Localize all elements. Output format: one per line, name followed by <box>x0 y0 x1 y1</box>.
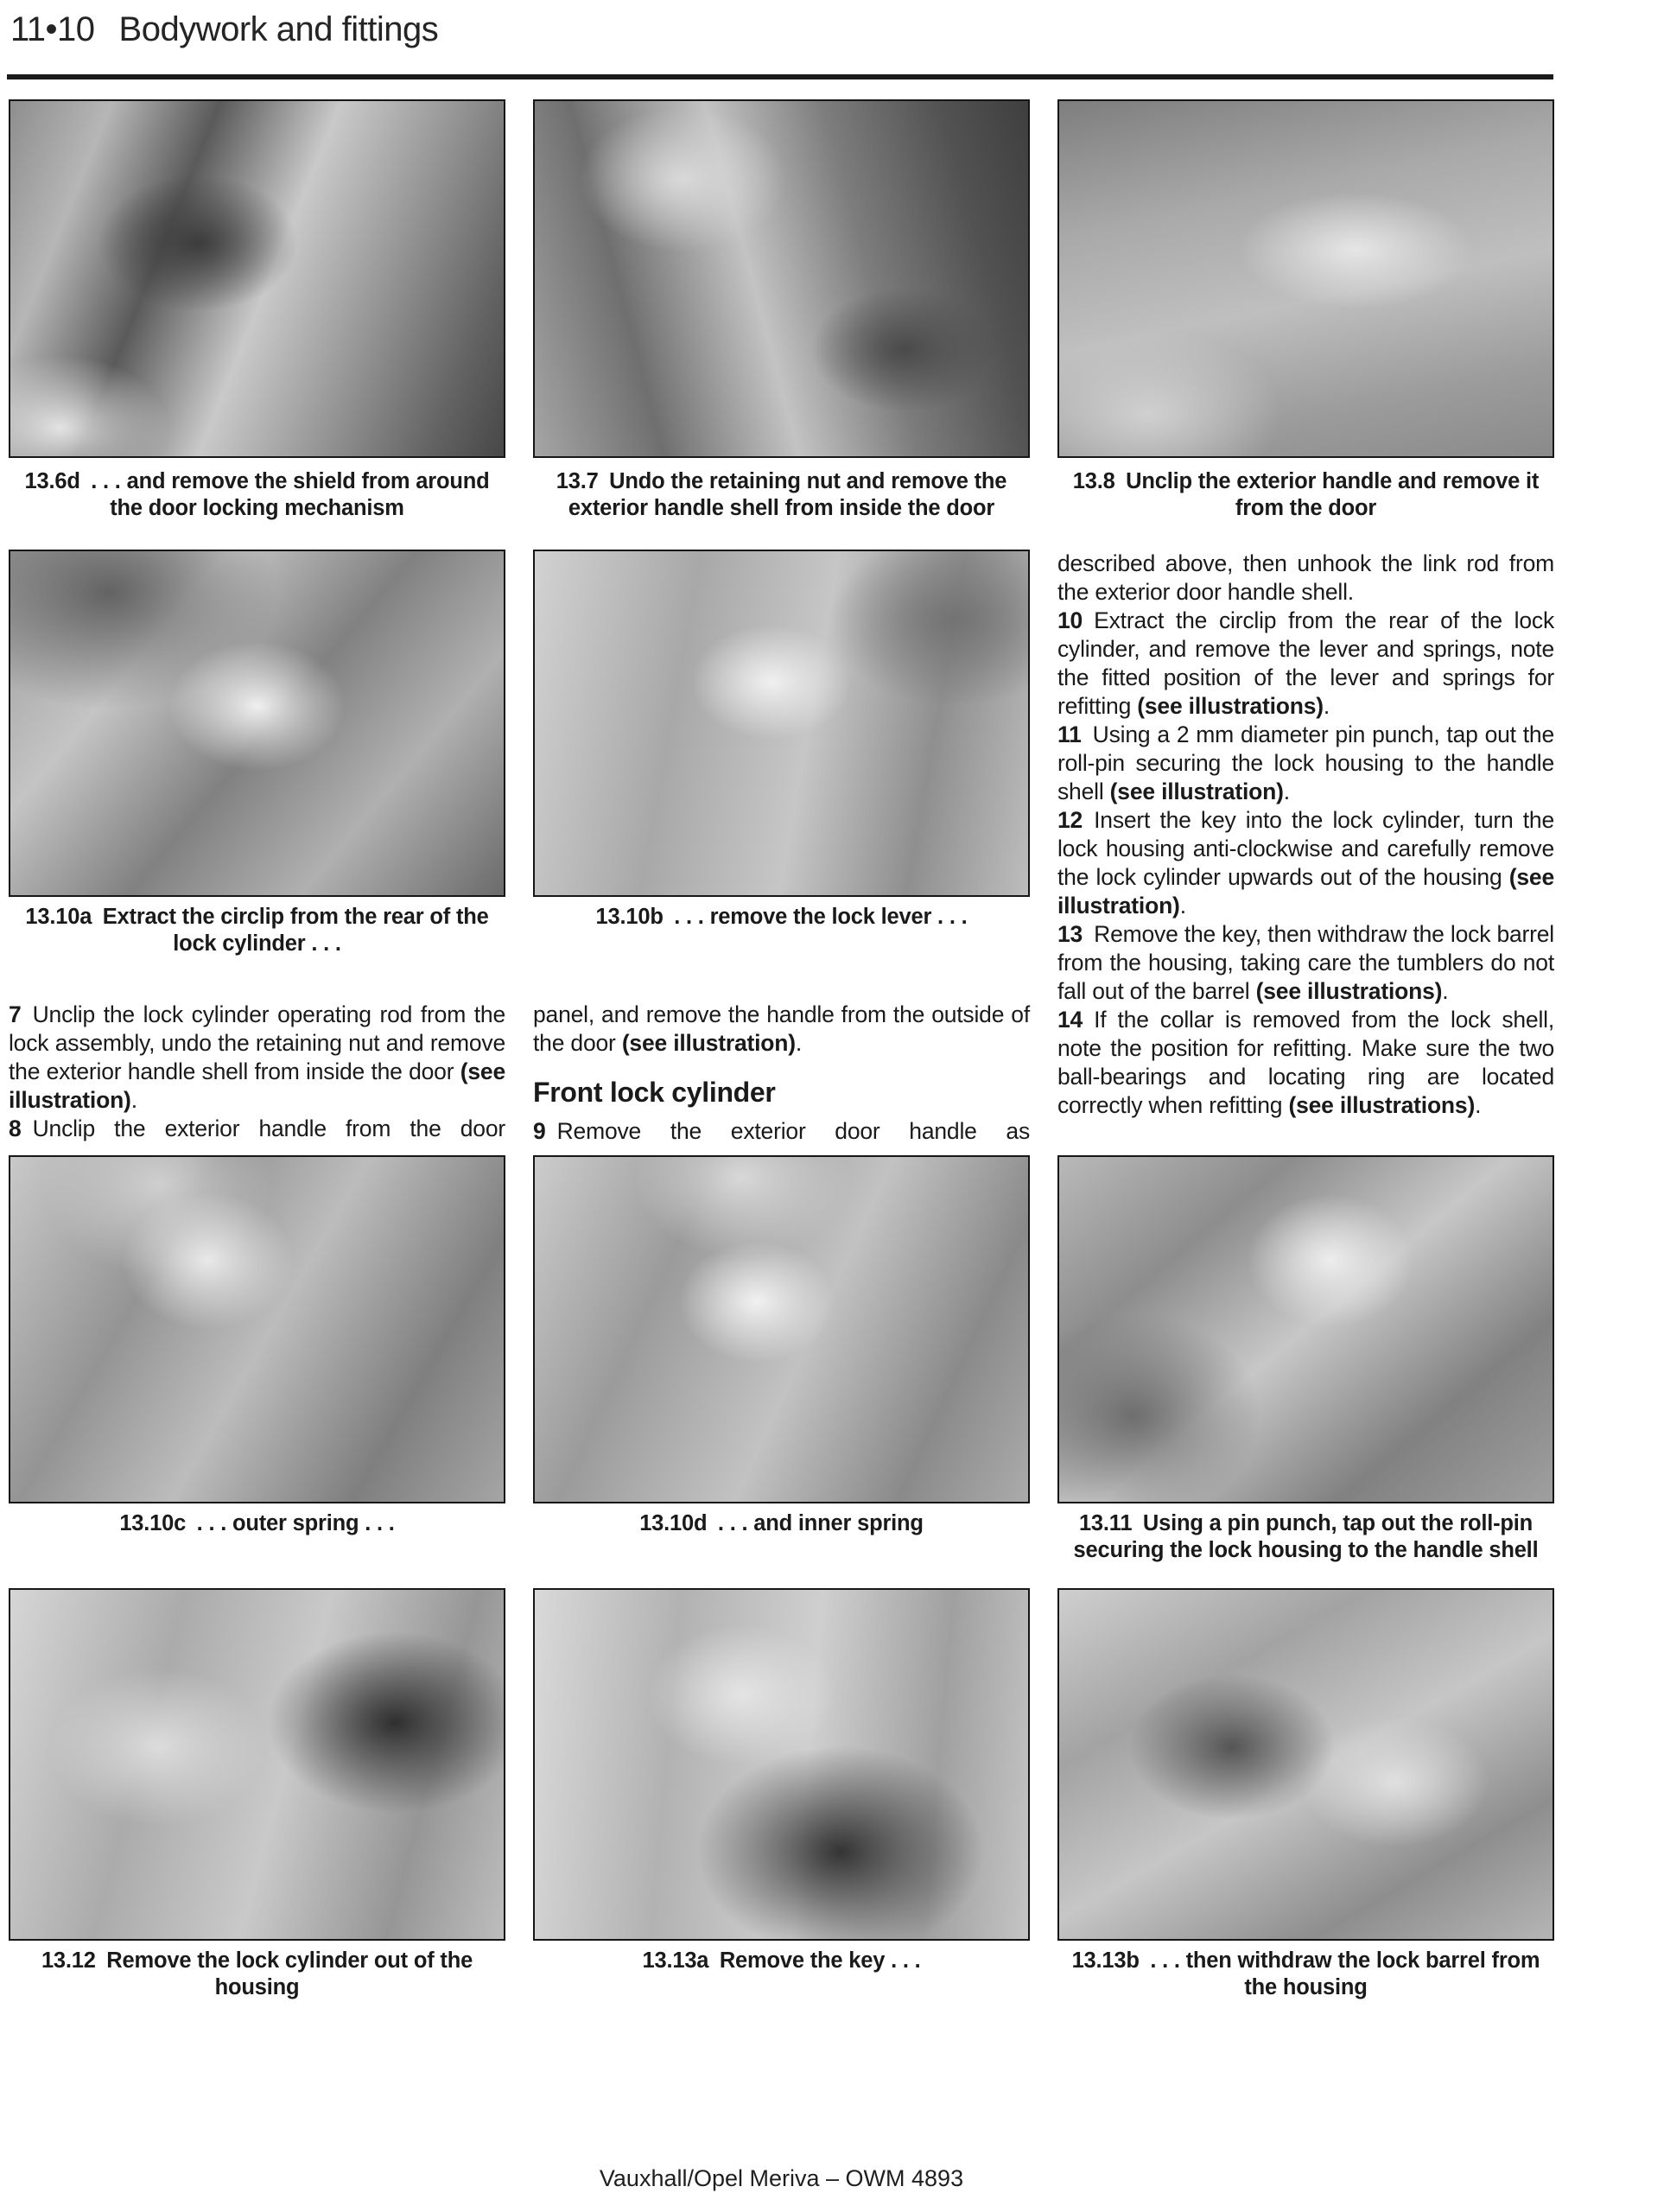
figure-row-4 <box>9 1588 1554 2001</box>
figure-row-3 <box>9 1155 1554 1564</box>
caption-13-11: 13.11 Using a pin punch, tap out the roll-pin securing the lock housing to the handle shell <box>1073 1511 1539 1562</box>
paragraph-10: 10 Extract the circlip from the rear of the lock cylinder, and remove the lever and springs, note the fitted position of the lever and springs for refitting (see illustrations). <box>1057 607 1554 719</box>
figure-row-1 <box>9 99 1554 522</box>
paragraph-7: 7 Unclip the lock cylinder operating rod from the lock assembly, undo the retaining nut and remove the exterior handle shell from inside the door (see illustration). <box>9 1001 505 1113</box>
column-middle <box>533 550 1030 1146</box>
page-footer: Vauxhall/Opel Meriva – OWM 4893 <box>599 2165 964 2191</box>
figure-13-13a <box>533 1588 1030 2001</box>
photo-13-13a <box>533 1588 1030 1941</box>
figure-13-6d <box>9 99 505 522</box>
figure-row-2 <box>9 550 1554 1146</box>
photo-13-12 <box>9 1588 505 1941</box>
photo-13-13b <box>1057 1588 1554 1941</box>
caption-13-8: 13.8 Unclip the exterior handle and remove it from the door <box>1072 469 1540 520</box>
text-column-middle <box>533 1001 1030 1146</box>
caption-13-12: 13.12 Remove the lock cylinder out of the housing <box>41 1948 473 1999</box>
caption-13-7: 13.7 Undo the retaining nut and remove the exterior handle shell from inside the door <box>556 469 1007 520</box>
header-rule <box>7 74 1553 79</box>
paragraph-8-continued: panel, and remove the handle from the outside of the door (see illustration). <box>533 1001 1030 1056</box>
caption-13-13a: 13.13a Remove the key . . . <box>642 1948 921 1973</box>
photo-13-11 <box>1057 1155 1554 1503</box>
paragraph-11: 11 Using a 2 mm diameter pin punch, tap out the roll-pin securing the lock housing to the handle shell (see illustration). <box>1057 721 1554 804</box>
text-column-left <box>9 1001 505 1143</box>
photo-13-10d <box>533 1155 1030 1503</box>
paragraph-14: 14 If the collar is removed from the lock shell, note the position for refitting. Make sure the two ball-bearings and locating ring are located correctly when refitting (see illustrations). <box>1057 1007 1554 1118</box>
caption-13-6d: 13.6d . . . and remove the shield from around the door locking mechanism <box>24 469 490 520</box>
subheading-front-lock-cylinder: Front lock cylinder <box>533 1077 776 1108</box>
section-title: Bodywork and fittings <box>118 10 439 48</box>
caption-13-13b: 13.13b . . . then withdraw the lock barrel from the housing <box>1071 1948 1540 1999</box>
caption-13-10b: 13.10b . . . remove the lock lever . . . <box>595 905 968 929</box>
caption-13-10d: 13.10d . . . and inner spring <box>639 1511 924 1535</box>
figure-13-8 <box>1057 99 1554 522</box>
caption-13-10c: 13.10c . . . outer spring . . . <box>119 1511 395 1535</box>
photo-13-6d <box>9 99 505 458</box>
figure-13-12 <box>9 1588 505 2001</box>
photo-13-8 <box>1057 99 1554 458</box>
caption-13-10a: 13.10a Extract the circlip from the rear of the lock cylinder . . . <box>25 905 489 956</box>
photo-13-7 <box>533 99 1030 458</box>
paragraph-12: 12 Insert the key into the lock cylinder, turn the lock housing anti-clockwise and carefully remove the lock cylinder upwards out of the housing (see illustration). <box>1057 807 1554 918</box>
column-left <box>9 550 505 1146</box>
figure-13-10c <box>9 1155 505 1564</box>
photo-13-10a <box>9 550 505 897</box>
figure-13-13b <box>1057 1588 1554 2001</box>
figure-13-10d <box>533 1155 1030 1564</box>
photo-13-10b <box>533 550 1030 897</box>
photo-13-10c <box>9 1155 505 1503</box>
page-number: 11•10 <box>10 10 95 48</box>
figure-13-11 <box>1057 1155 1554 1564</box>
paragraph-9-continued: described above, then unhook the link rod from the exterior door handle shell. <box>1057 550 1554 605</box>
text-column-right <box>1057 550 1554 1146</box>
paragraph-9: 9 Remove the exterior door handle as <box>533 1118 1030 1144</box>
figure-13-7 <box>533 99 1030 522</box>
page-header <box>10 10 438 49</box>
paragraph-13: 13 Remove the key, then withdraw the lock barrel from the housing, taking care the tumblers do not fall out of the barrel (see illustrations). <box>1057 921 1554 1004</box>
paragraph-8: 8 Unclip the exterior handle from the door <box>9 1116 505 1141</box>
